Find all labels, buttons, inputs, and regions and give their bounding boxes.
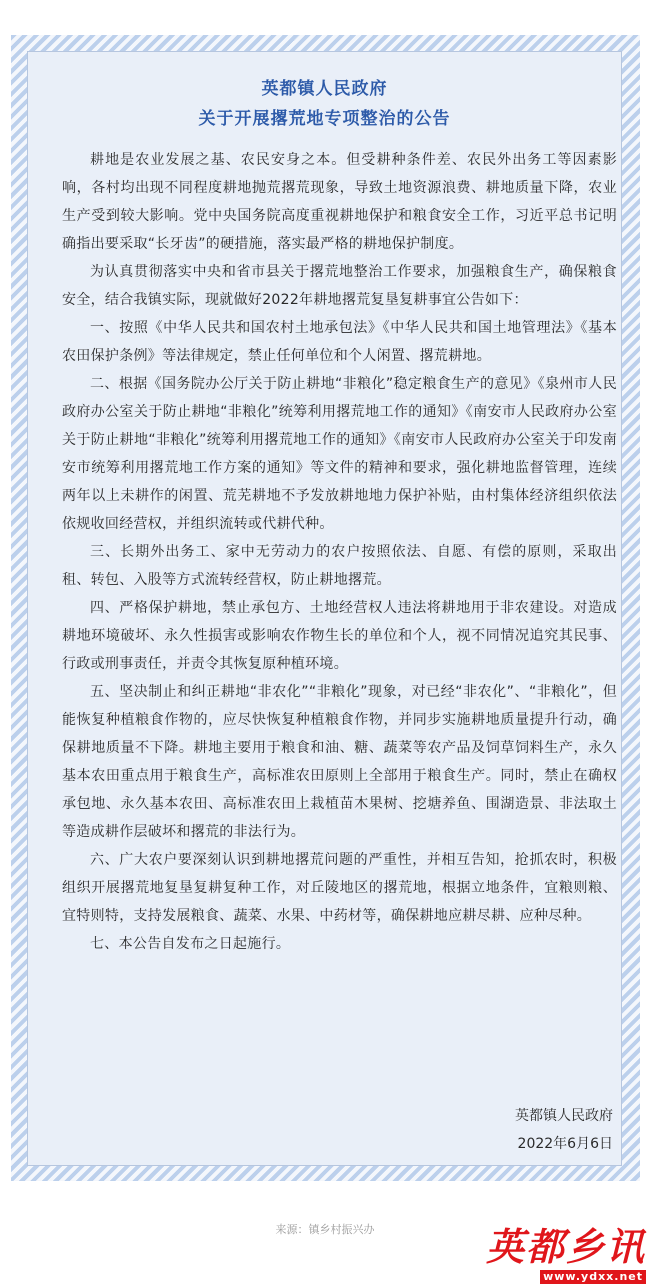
logo-url: www.ydxx.net xyxy=(540,1270,646,1284)
notice-paragraph: 一、按照《中华人民共和国农村土地承包法》《中华人民共和国土地管理法》《基本农田保护条例》等法律规定，禁止任何单位和个人闲置、撂荒耕地。 xyxy=(62,320,617,364)
yingdu-xiangxun-logo[interactable] xyxy=(485,1224,648,1283)
signature: 英都镇人民政府 xyxy=(515,1108,613,1124)
notice-date: 2022年6月6日 xyxy=(517,1136,613,1152)
notice-paragraph: 二、根据《国务院办公厅关于防止耕地“非粮化”稳定粮食生产的意见》《泉州市人民政府办公室关于防止耕地“非粮化”统筹利用撂荒地工作的通知》《南安市人民政府办公室关于防止耕地“非粮化”统筹利用撂荒地工作的通知》《南安市人民政府办公室关于印发南安市统筹利用撂荒地工作方案的通知》等文件的精神和要求，强化耕地监督管理，连续两年以上未耕作的闲置、荒芜耕地不予发放耕地地力保护补贴，由村集体经济组织依法依规收回经营权，并组织流转或代耕代种。 xyxy=(62,376,617,532)
notice-paragraph: 六、广大农户要深刻认识到耕地撂荒问题的严重性，并相互告知，抢抓农时，积极组织开展撂荒地复垦复耕复种工作，对丘陵地区的撂荒地，根据立地条件，宜粮则粮、宜特则特，支持发展粮食、蔬菜、水果、中药材等，确保耕地应耕尽耕、应种尽种。 xyxy=(62,852,617,924)
notice-paragraph: 耕地是农业发展之基、农民安身之本。但受耕种条件差、农民外出务工等因素影响，各村均出现不同程度耕地抛荒撂荒现象，导致土地资源浪费、耕地质量下降，农业生产受到较大影响。党中央国务院高度重视耕地保护和粮食安全工作，习近平总书记明确指出要采取“长牙齿”的硬措施，落实最严格的耕地保护制度。 xyxy=(62,152,617,252)
notice-title-issuer: 英都镇人民政府 xyxy=(261,79,388,99)
notice-paragraph: 七、本公告自发布之日起施行。 xyxy=(90,936,291,952)
notice-paragraph: 四、严格保护耕地，禁止承包方、土地经营权人违法将耕地用于非农建设。对造成耕地环境破坏、永久性损害或影响农作物生长的单位和个人，视不同情况追究其民事、行政或刑事责任，并责令其恢复原种植环境。 xyxy=(62,600,617,672)
source-caption: 来源：镇乡村振兴办 xyxy=(275,1223,375,1236)
notice-paragraph: 五、坚决制止和纠正耕地“非农化”“非粮化”现象，对已经“非农化”、“非粮化”，但能恢复种植粮食作物的，应尽快恢复种植粮食作物，并同步实施耕地质量提升行动，确保耕地质量不下降。耕地主要用于粮食和油、糖、蔬菜等农产品及饲草饲料生产，永久基本农田重点用于粮食生产，高标准农田原则上全部用于粮食生产。同时，禁止在确权承包地、永久基本农田、高标准农田上栽植苗木果树、挖塘养鱼、围湖造景、非法取土等造成耕作层破坏和撂荒的非法行为。 xyxy=(62,684,617,840)
notice-title-subject: 关于开展撂荒地专项整治的公告 xyxy=(198,109,451,129)
notice-body xyxy=(62,146,617,958)
notice-paragraph: 为认真贯彻落实中央和省市县关于撂荒地整治工作要求，加强粮食生产，确保粮食安全，结合我镇实际，现就做好2022年耕地撂荒复垦复耕事宜公告如下： xyxy=(62,264,617,308)
notice-paragraph: 三、长期外出务工、家中无劳动力的农户按照依法、自愿、有偿的原则，采取出租、转包、入股等方式流转经营权，防止耕地撂荒。 xyxy=(62,544,617,588)
logo-text: 英都乡讯 xyxy=(485,1224,646,1269)
